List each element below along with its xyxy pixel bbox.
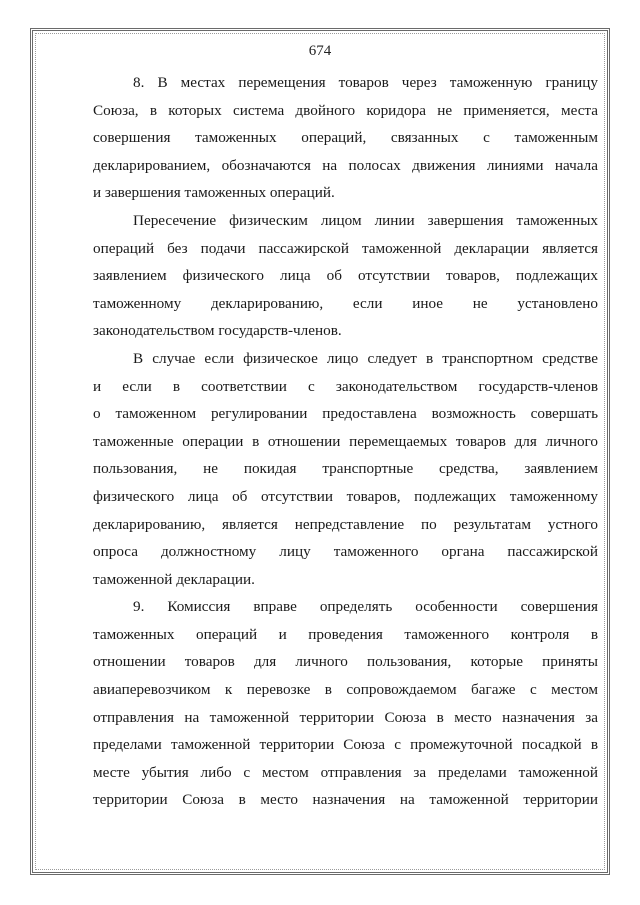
- paragraph-line: территории Союза в место назначения на таможенной территории: [93, 791, 598, 809]
- paragraph: [93, 345, 598, 593]
- document-body: [93, 69, 598, 814]
- paragraph-line: 8. В местах перемещения товаров через таможенную границу: [133, 74, 598, 91]
- paragraph-line: пользования, не покидая транспортные средства, заявлением: [93, 460, 598, 478]
- paragraph-line: авиаперевозчиком к перевозке в сопровождаемом багаже с местом: [93, 681, 598, 699]
- paragraph-line: 9. Комиссия вправе определять особенности совершения: [133, 598, 598, 616]
- paragraph: [93, 207, 598, 345]
- paragraph-line: Союза, в которых система двойного коридора не применяется, места: [93, 101, 598, 119]
- paragraph-line: декларированием, обозначаются на полосах движения линиями начала: [93, 156, 598, 174]
- paragraph-line: и если в соответствии с законодательством государств-членов: [93, 377, 598, 395]
- paragraph-line: Пересечение физическим лицом линии завершения таможенных: [133, 211, 598, 229]
- paragraph-line: таможенному декларированию, если иное не установлено: [93, 294, 598, 312]
- paragraph-line: опроса должностному лицу таможенного органа пассажирской: [93, 543, 598, 561]
- paragraph-line: пределами таможенной территории Союза с промежуточной посадкой в: [93, 736, 598, 754]
- paragraph-line: физического лица об отсутствии товаров, подлежащих таможенному: [93, 487, 598, 505]
- paragraph-line: и завершения таможенных операций.: [93, 184, 335, 202]
- paragraph-line: операций без подачи пассажирской таможенной декларации является: [93, 239, 598, 257]
- paragraph-line: таможенных операций и проведения таможенного контроля в: [93, 625, 598, 643]
- paragraph-line: месте убытия либо с местом отправления за пределами таможенной: [93, 763, 598, 781]
- document-page: [30, 28, 610, 875]
- paragraph-line: о таможенном регулировании предоставлена возможность совершать: [93, 405, 598, 423]
- paragraph-line: таможенные операции в отношении перемещаемых товаров для личного: [93, 432, 598, 450]
- paragraph-line: совершения таможенных операций, связанных с таможенным: [93, 129, 598, 147]
- paragraph-line: заявлением физического лица об отсутствии товаров, подлежащих: [93, 267, 598, 285]
- page-number: 674: [308, 43, 332, 59]
- paragraph-line: таможенной декларации.: [93, 570, 255, 588]
- paragraph-line: законодательством государств-членов.: [93, 322, 342, 340]
- paragraph-line: В случае если физическое лицо следует в транспортном средстве: [133, 349, 598, 367]
- paragraph: [93, 593, 598, 814]
- paragraph: [93, 69, 598, 207]
- paragraph-line: отношении товаров для личного пользования, которые приняты: [93, 653, 598, 671]
- paragraph-line: декларированию, является непредставление по результатам устного: [93, 515, 598, 533]
- paragraph-line: отправления на таможенной территории Союза в место назначения за: [93, 708, 598, 726]
